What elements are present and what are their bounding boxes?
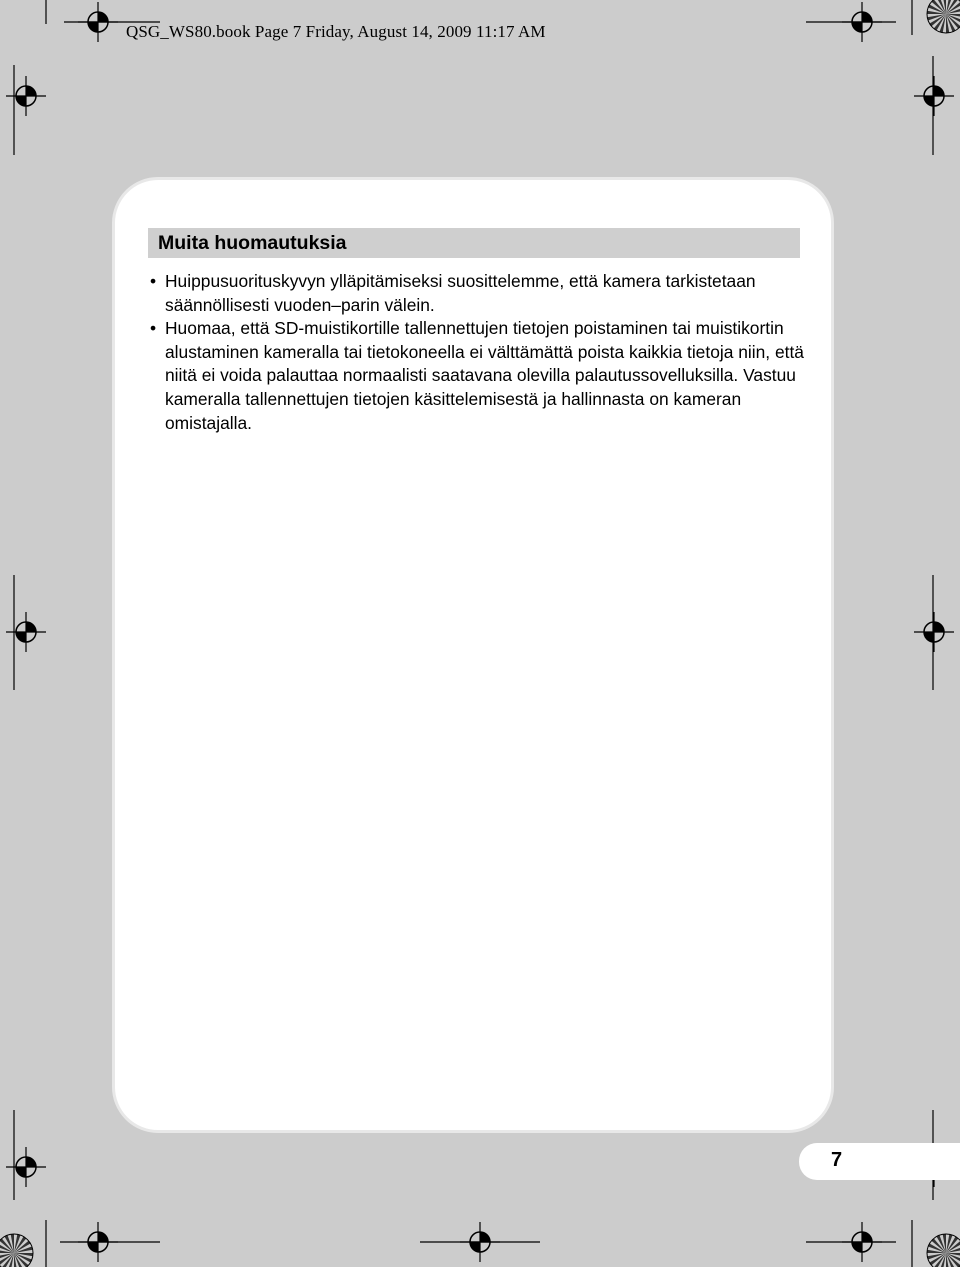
registration-mark-icon xyxy=(6,76,46,116)
registration-mark-icon xyxy=(6,1147,46,1187)
registration-mark-icon xyxy=(78,1222,118,1262)
registration-mark-icon xyxy=(842,2,882,42)
bullet-marker: • xyxy=(150,271,157,291)
note-text: Huomaa, että SD-muistikortille tallennettujen tietojen poistaminen tai muistikortin alustaminen kameralla tai tietokoneella ei välttämättä poista kaikkia tietoja niin, että niitä ei voida palauttaa normaalisti saatavana olevilla palautussovelluksilla. Vastuu kameralla tallennettujen tietojen käsittelemisestä ja hallinnasta on kameran omistajalla. xyxy=(165,318,804,433)
registration-mark-icon xyxy=(914,76,954,116)
registration-mark-icon xyxy=(914,612,954,652)
list-item xyxy=(148,270,808,317)
registration-mark-icon xyxy=(78,2,118,42)
section-header xyxy=(148,228,800,258)
list-item xyxy=(148,317,808,435)
page-number-tab xyxy=(799,1143,960,1180)
registration-mark-icon xyxy=(460,1222,500,1262)
note-text: Huippusuorituskyvyn ylläpitämiseksi suosittelemme, että kamera tarkistetaan säännöllisesti vuoden–parin välein. xyxy=(165,271,756,315)
file-info-header: QSG_WS80.book Page 7 Friday, August 14, 2009 11:17 AM xyxy=(126,22,546,41)
starburst-icon xyxy=(0,1234,33,1267)
section-title: Muita huomautuksia xyxy=(158,232,347,254)
notes-list xyxy=(148,270,808,435)
page-number: 7 xyxy=(831,1149,843,1171)
bullet-marker: • xyxy=(150,318,157,339)
starburst-icon xyxy=(927,0,960,33)
registration-mark-icon xyxy=(842,1222,882,1262)
registration-mark-icon xyxy=(6,612,46,652)
starburst-icon xyxy=(927,1234,960,1267)
